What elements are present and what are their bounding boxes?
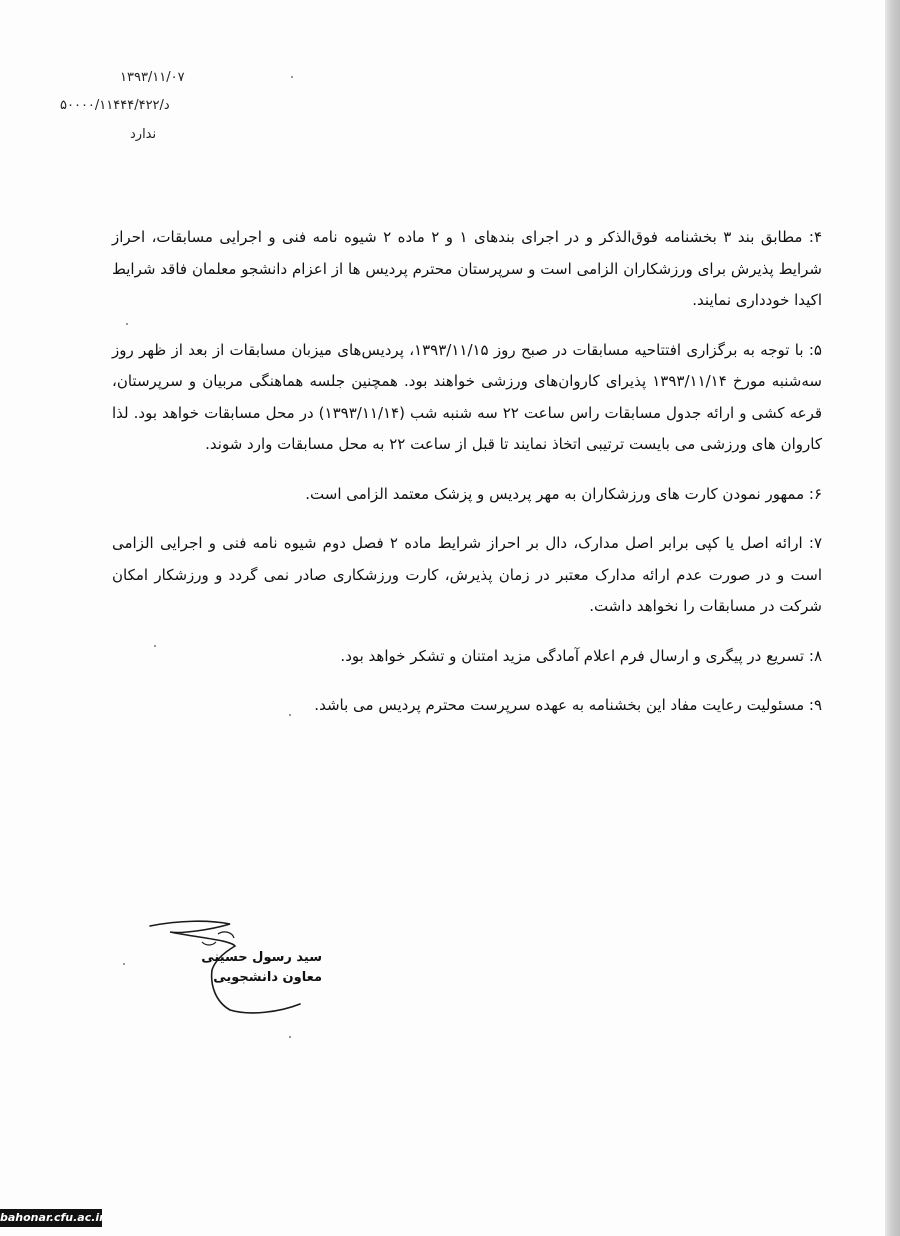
scan-speck xyxy=(289,714,291,716)
scan-speck xyxy=(126,323,128,325)
clause-7: ۷: ارائه اصل یا کپی برابر اصل مدارک، دال بر احراز شرایط ماده ۲ فصل دوم شیوه نامه فنی و اجرایی الزامی است و در صورت عدم ارائه مدارک معتبر در زمان پذیرش، کارت ورزشکاری صادر نمی گردد و ورزشکار امکان شرکت در مسابقات را نخواهد داشت. xyxy=(112,534,823,615)
scan-speck xyxy=(289,1036,291,1038)
clause-8: ۸: تسریع در پیگری و ارسال فرم اعلام آمادگی مزید امتنان و تشکر خواهد بود. xyxy=(340,646,822,665)
letter-number: د/۵۰۰۰۰/۱۱۴۴۴/۴۲۲ xyxy=(60,98,170,113)
letter-attachment: ندارد xyxy=(130,127,157,142)
scan-speck xyxy=(123,963,125,965)
letter-date: ۱۳۹۳/۱۱/۰۷ xyxy=(120,70,185,85)
scan-edge xyxy=(885,0,900,1236)
clause-4: ۴: مطابق بند ۳ بخشنامه فوق‌الذکر و در اجرای بندهای ۱ و ۲ ماده ۲ شیوه نامه فنی و اجرایی مسابقات، احراز شرایط پذیرش برای ورزشکاران الزامی است و سرپرستان محترم پردیس ها از اعزام دانشجو معلمان فاقد شرایط اکیدا خودداری نمایند. xyxy=(112,228,823,309)
scan-speck xyxy=(154,645,156,647)
clause-5: ۵: با توجه به برگزاری افتتاحیه مسابقات در صبح روز ۱۳۹۳/۱۱/۱۵، پردیس‌های میزبان مسابقات از بعد از ظهر روز سه‌شنبه مورخ ۱۳۹۳/۱۱/۱۴ پذیرای کاروان‌های ورزشی خواهند بود. همچنین جلسه هماهنگی مربیان و سرپرستان، قرعه کشی و ارائه جدول مسابقات راس ساعت ۲۲ سه شنبه شب (۱۳۹۳/۱۱/۱۴) در محل مسابقات خواهد بود. لذا کاروان های ورزشی می بایست ترتیبی اتخاذ نمایند تا قبل از ساعت ۲۲ به محل مسابقات وارد شوند. xyxy=(112,340,823,453)
clause-6: ۶: ممهور نمودن کارت های ورزشکاران به مهر پردیس و پزشک معتمد الزامی است. xyxy=(305,484,822,503)
letter-body xyxy=(112,222,822,740)
signature-block xyxy=(140,912,330,1032)
scan-speck xyxy=(291,76,293,78)
signer-name: سید رسول حسینی xyxy=(201,950,322,965)
signer-title: معاون دانشجویی xyxy=(213,970,322,985)
site-watermark: bahonar.cfu.ac.ir xyxy=(0,1209,102,1227)
clause-9: ۹: مسئولیت رعایت مفاد این بخشنامه به عهده سرپرست محترم پردیس می باشد. xyxy=(314,696,822,714)
